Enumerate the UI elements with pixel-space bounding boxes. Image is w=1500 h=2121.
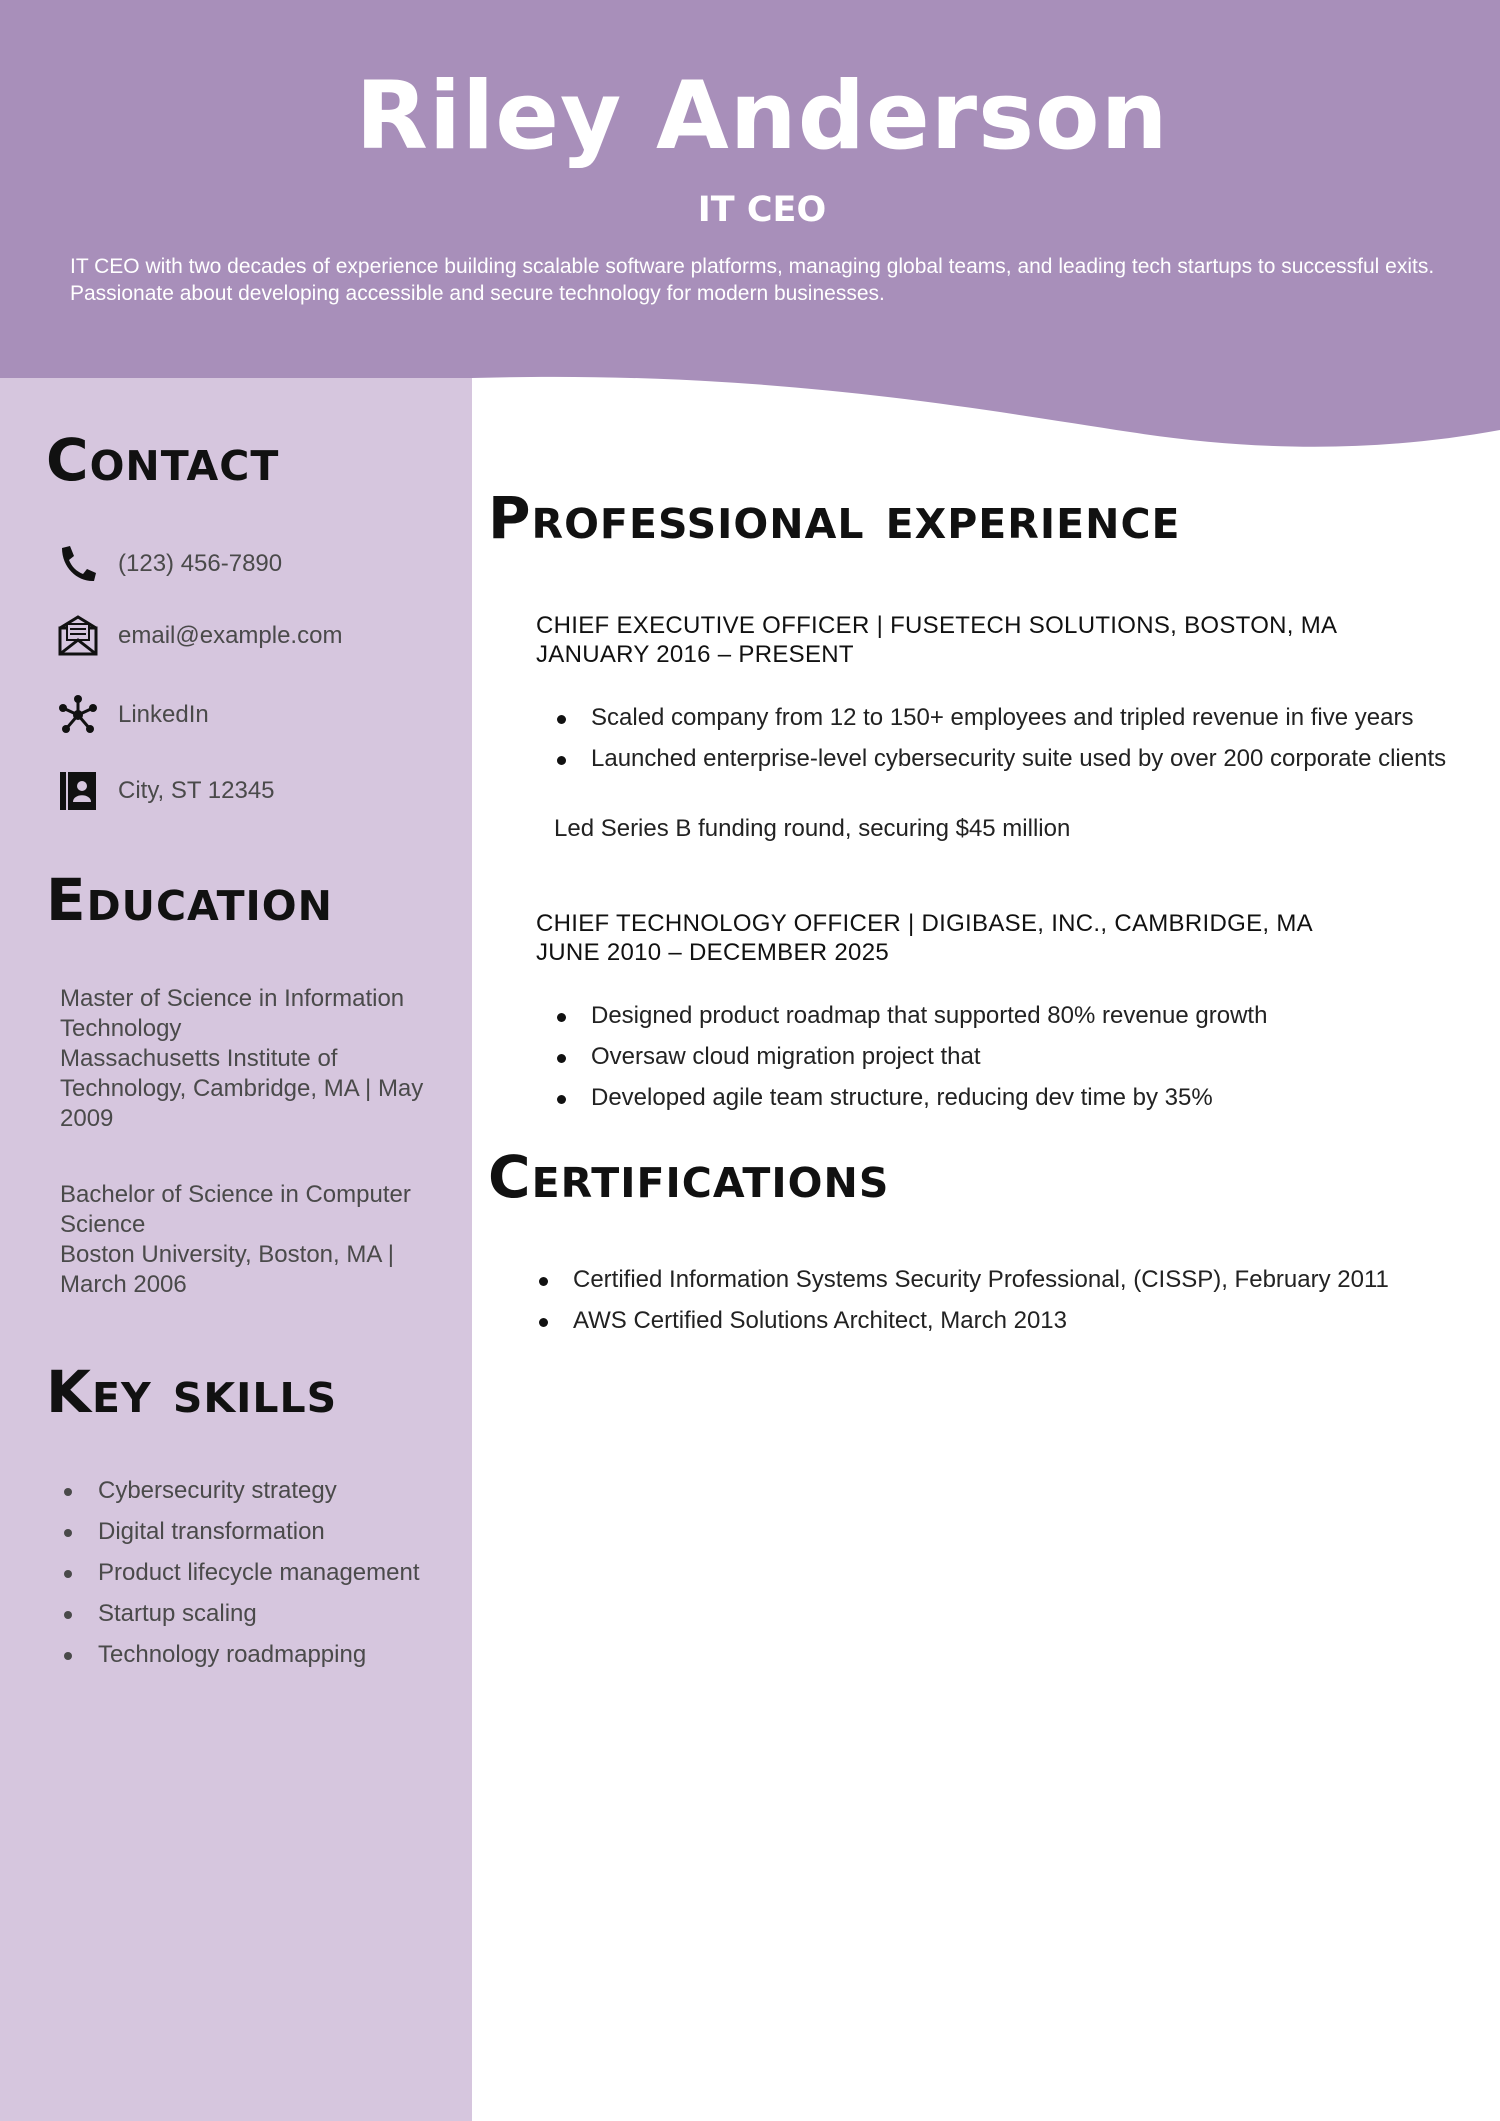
job-bullet-list	[536, 1001, 1456, 1124]
job-position: CHIEF EXECUTIVE OFFICER | FUSETECH SOLUTIONS, BOSTON, MA	[536, 612, 1338, 639]
education-heading: Education	[46, 866, 333, 934]
job-header	[536, 909, 1456, 967]
experience-heading: Professional experience	[488, 484, 1181, 552]
certification-item: AWS Certified Solutions Architect, March 2013	[518, 1306, 1478, 1336]
education-school: Boston University, Boston, MA | March 2006	[60, 1241, 394, 1298]
skill-item: Product lifecycle management	[60, 1559, 420, 1587]
job-title: IT CEO	[697, 190, 827, 230]
address-card-icon	[56, 769, 100, 813]
job-position: CHIEF TECHNOLOGY OFFICER | DIGIBASE, INC., CAMBRIDGE, MA	[536, 910, 1313, 937]
profile-summary: IT CEO with two decades of experience building scalable software platforms, managing global teams, and leading tech startups to successful exits. Passionate about developing accessible and secure technology for modern businesses.	[70, 255, 1435, 305]
contact-linkedin	[56, 693, 209, 737]
job-dates: JUNE 2010 – DECEMBER 2025	[536, 939, 889, 966]
envelope-icon	[56, 614, 100, 658]
linkedin-text[interactable]: LinkedIn	[118, 701, 209, 728]
job-header	[536, 611, 1456, 669]
candidate-name: Riley Anderson	[355, 62, 1169, 171]
education-entry	[60, 984, 440, 1134]
skill-item: Cybersecurity strategy	[60, 1477, 420, 1505]
education-school: Massachusetts Institute of Technology, Cambridge, MA | May 2009	[60, 1045, 424, 1132]
job-bullet: Designed product roadmap that supported 80% revenue growth	[536, 1001, 1456, 1031]
job-bullet-list	[536, 703, 1456, 785]
education-entry	[60, 1180, 440, 1300]
education-degree: Master of Science in Information Technology	[60, 985, 405, 1042]
education-degree: Bachelor of Science in Computer Science	[60, 1181, 411, 1238]
job-bullet: Developed agile team structure, reducing dev time by 35%	[536, 1083, 1456, 1113]
phone-text: (123) 456-7890	[118, 550, 283, 577]
phone-icon	[56, 542, 100, 586]
certification-list	[518, 1265, 1478, 1347]
certifications-heading: Certifications	[488, 1143, 890, 1211]
skill-item: Startup scaling	[60, 1600, 420, 1628]
skill-item: Digital transformation	[60, 1518, 420, 1546]
job-bullet: Scaled company from 12 to 150+ employees and tripled revenue in five years	[536, 703, 1456, 733]
contact-heading: Contact	[46, 426, 280, 494]
network-icon	[56, 693, 100, 737]
job-bullet: Oversaw cloud migration project that	[536, 1042, 1456, 1072]
skills-heading: Key skills	[46, 1358, 338, 1426]
header-banner	[0, 0, 1500, 460]
job-extra-line: Led Series B funding round, securing $45 million	[554, 815, 1071, 842]
address-text: City, ST 12345	[118, 777, 275, 804]
email-text: email@example.com	[118, 622, 343, 649]
contact-phone	[56, 542, 282, 586]
job-bullet: Launched enterprise-level cybersecurity suite used by over 200 corporate clients	[536, 744, 1456, 774]
certification-item: Certified Information Systems Security Professional, (CISSP), February 2011	[518, 1265, 1478, 1295]
skill-item: Technology roadmapping	[60, 1641, 420, 1669]
contact-email	[56, 614, 342, 658]
contact-address	[56, 769, 275, 813]
skills-list	[60, 1477, 420, 1682]
job-dates: JANUARY 2016 – PRESENT	[536, 641, 854, 668]
